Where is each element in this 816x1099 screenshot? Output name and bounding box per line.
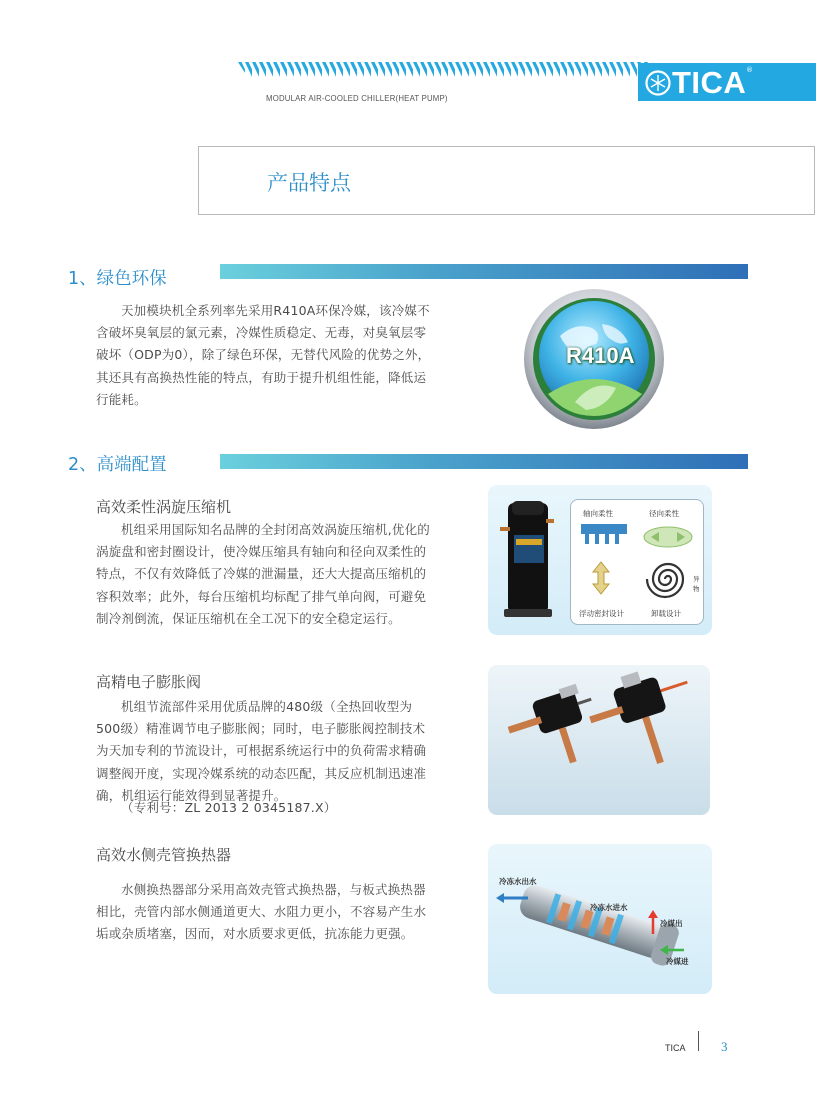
valve-title: 高精电子膨胀阀 <box>96 673 202 691</box>
exchanger-title: 高效水侧壳管换热器 <box>96 846 232 864</box>
section-title-config: 2、高端配置 <box>68 455 167 475</box>
compressor-paragraph: 机组采用国际知名品牌的全封闭高效涡旋压缩机,优化的涡旋盘和密封圈设计，使冷媒压缩具有轴向和径向双柔性的特点，不仅有效降低了冷媒的泄漏量，还大大提高压缩机的容积效率；此外，每台压缩机均标配了排气单向阀，可避免制冷剂倒流，保证压缩机在全工况下的安全稳定运行。 <box>96 522 430 626</box>
brand-logo-text: TICA <box>672 65 747 100</box>
compressor-diagram <box>570 499 704 625</box>
refrigerant-out-label: 冷媒出 <box>660 919 683 928</box>
section-title-green: 1、绿色环保 <box>68 269 167 289</box>
section-bar-config <box>220 454 748 469</box>
page-number: 3 <box>721 1039 728 1054</box>
axial-label: 轴向柔性 <box>583 509 613 518</box>
compressor-image <box>498 497 556 623</box>
foreign-label: 异 <box>693 575 700 583</box>
footer-brand: TICA <box>665 1043 686 1053</box>
green-paragraph: 天加模块机全系列率先采用R410A环保冷媒，该冷媒不含破坏臭氧层的氯元素，冷媒性质稳定、无毒，对臭氧层零破坏（ODP为0），除了绿色环保，无替代风险的优势之外，其还具有高换热性能的特点，有助于提升机组性能，降低运行能耗。 <box>96 303 431 407</box>
valve-paragraph: 机组节流部件采用优质品牌的480级（全热回收型为500级）精准调节电子膨胀阀；同时，电子膨胀阀控制技术为天加专利的节流设计，可根据系统运行中的负荷需求精确调整阀开度，实现冷媒系统的动态匹配，其反应机制迅速准确，机组运行能效得到显著提升。 <box>96 699 427 803</box>
object-label: 物 <box>693 585 700 593</box>
water-out-label: 冷冻水出水 <box>499 877 537 886</box>
exchanger-panel <box>488 844 712 994</box>
expansion-valve-image <box>488 665 710 815</box>
axial-scroll-icon <box>577 520 631 550</box>
scroll-spiral-icon <box>645 556 691 602</box>
section-bar-green <box>220 264 748 279</box>
valve-patent: （专利号：ZL 2013 2 0345187.X） <box>121 800 337 815</box>
r410a-label: R410A <box>566 343 635 368</box>
registered-mark: ® <box>746 66 753 74</box>
footer-divider <box>698 1031 699 1051</box>
floating-seal-label: 浮动密封设计 <box>579 609 624 618</box>
valve-panel <box>488 665 710 815</box>
radial-arrow-icon <box>641 522 695 552</box>
vertical-arrow-icon <box>591 560 611 596</box>
header-subtitle: MODULAR AIR-COOLED CHILLER(HEAT PUMP) <box>266 94 448 103</box>
compressor-panel <box>488 485 712 635</box>
tica-snowflake-icon <box>645 70 671 96</box>
water-in-label: 冷冻水进水 <box>590 903 628 912</box>
compressor-title: 高效柔性涡旋压缩机 <box>96 498 232 516</box>
unload-label: 卸载设计 <box>651 609 681 618</box>
radial-label: 径向柔性 <box>649 509 679 518</box>
exchanger-paragraph: 水侧换热器部分采用高效壳管式换热器，与板式换热器相比，壳管内部水侧通道更大、水阻力更小，不容易产生水垢或杂质堵塞，因而，对水质要求更低，抗冻能力更强。 <box>96 882 427 942</box>
page-title: 产品特点 <box>267 171 351 195</box>
refrigerant-in-label: 冷媒进 <box>666 957 689 966</box>
